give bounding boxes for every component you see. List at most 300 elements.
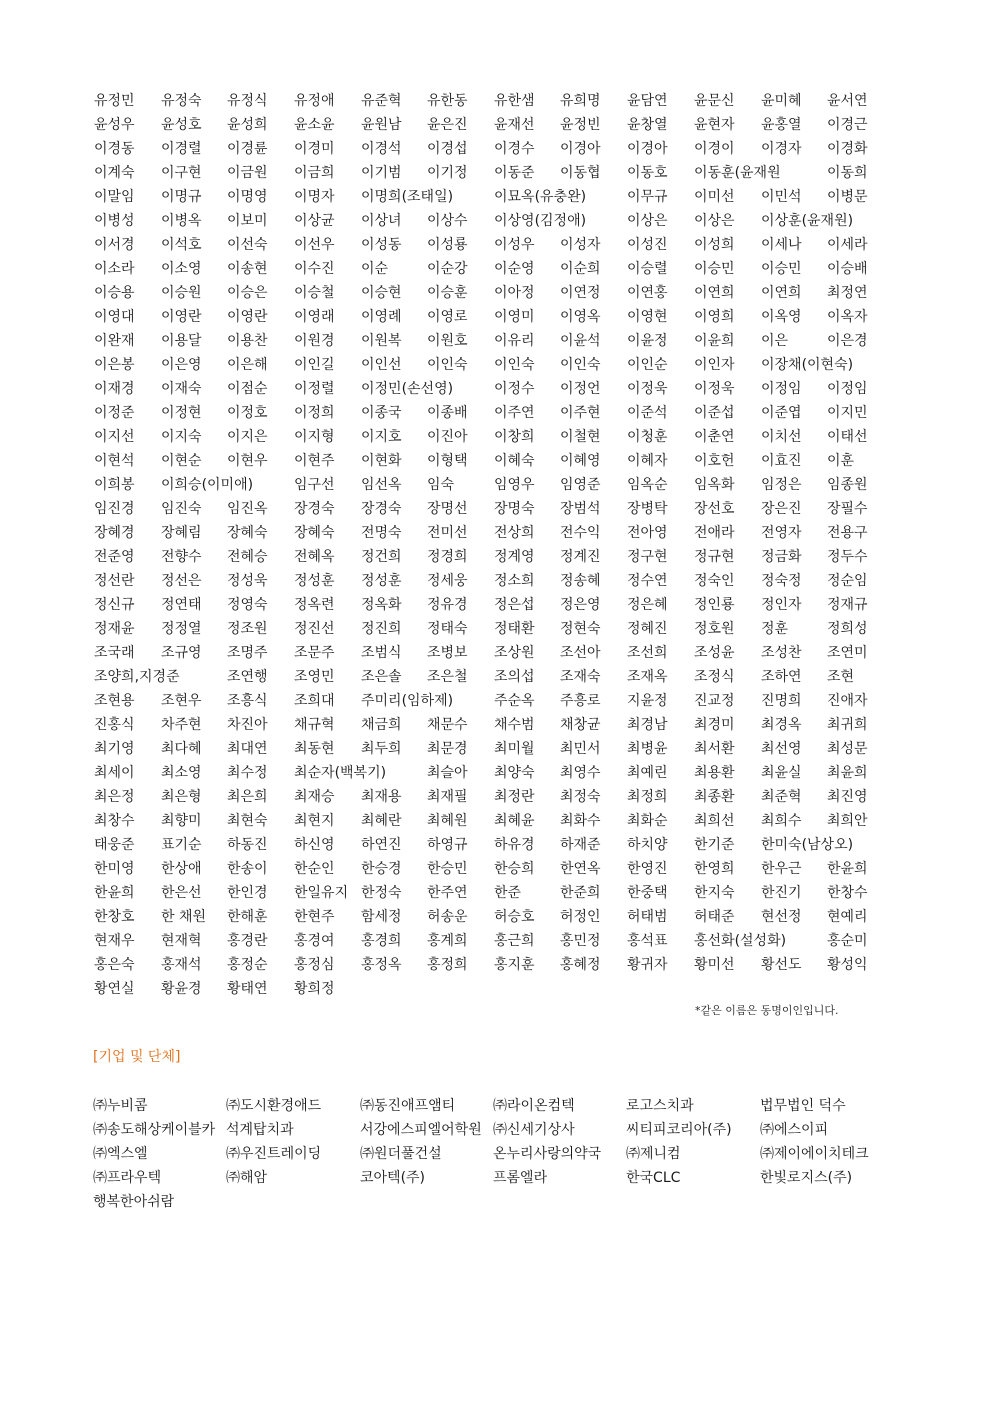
donor-name: 이기범 — [361, 165, 402, 181]
donor-name: 이기정 — [427, 165, 468, 181]
donor-name: 이정욱 — [627, 381, 668, 397]
corporation-name: ㈜프라우텍 — [93, 1170, 162, 1186]
donor-name: 채수범 — [494, 717, 535, 733]
donor-name: 유희명 — [560, 93, 601, 109]
donor-name: 이서경 — [94, 237, 135, 253]
donor-name: 이성우 — [494, 237, 535, 253]
donor-name: 홍선화(설성화) — [694, 933, 787, 949]
donor-name: 조상원 — [494, 645, 535, 661]
donor-name: 황윤경 — [161, 981, 202, 997]
donor-name: 이경섭 — [427, 141, 468, 157]
donor-name: 전용구 — [827, 525, 868, 541]
donor-name: 정성훈 — [294, 573, 335, 589]
corporation-name: 로고스치과 — [626, 1098, 694, 1114]
donor-name: 조성윤 — [694, 645, 735, 661]
donor-name: 이현순 — [161, 453, 202, 469]
donor-name: 이경륜 — [227, 141, 268, 157]
donor-name: 조정식 — [694, 669, 735, 685]
donor-name: 채문수 — [427, 717, 468, 733]
donor-name: 최민서 — [560, 741, 601, 757]
donor-name: 장혜경 — [94, 525, 135, 541]
donor-name: 장혜숙 — [227, 525, 268, 541]
donor-name: 임진경 — [94, 501, 135, 517]
donor-name: 이명규 — [161, 189, 202, 205]
donor-name: 허정인 — [560, 909, 601, 925]
donor-name: 최경미 — [694, 717, 735, 733]
corporation-name: ㈜제니컴 — [626, 1146, 681, 1162]
donor-name: 주순옥 — [494, 693, 535, 709]
donor-name: 이창희 — [494, 429, 535, 445]
donor-name: 전상희 — [494, 525, 535, 541]
corporation-name: 서강에스피엘어학원 — [360, 1122, 482, 1138]
donor-name: 이치선 — [761, 429, 802, 445]
donor-name: 한윤희 — [94, 885, 135, 901]
donor-name: 하치양 — [627, 837, 668, 853]
name-row — [94, 761, 884, 785]
donor-name: 이지선 — [94, 429, 135, 445]
donor-name: 최혜란 — [361, 813, 402, 829]
donor-name: 이종국 — [361, 405, 402, 421]
donor-name: 한창수 — [827, 885, 868, 901]
corporation-name: ㈜신세기상사 — [493, 1122, 575, 1138]
donor-name: 황희정 — [294, 981, 335, 997]
donor-name: 한우근 — [761, 861, 802, 877]
donor-name: 주흥로 — [560, 693, 601, 709]
donor-name: 한인경 — [227, 885, 268, 901]
donor-name: 윤성희 — [227, 117, 268, 133]
donor-name: 최정희 — [627, 789, 668, 805]
donor-name: 하영규 — [427, 837, 468, 853]
donor-name: 한 채원 — [161, 909, 207, 925]
donor-name: 이영희 — [694, 309, 735, 325]
donor-name: 이인순 — [627, 357, 668, 373]
donor-name: 조성찬 — [761, 645, 802, 661]
donor-name: 한영진 — [627, 861, 668, 877]
donor-name: 진홍식 — [94, 717, 135, 733]
donor-name: 홍민정 — [560, 933, 601, 949]
donor-name: 황귀자 — [627, 957, 668, 973]
donor-name: 이승현 — [361, 285, 402, 301]
donor-name: 이영란 — [227, 309, 268, 325]
donor-name: 이정임 — [761, 381, 802, 397]
donor-name: 채금희 — [361, 717, 402, 733]
name-row — [94, 305, 884, 329]
donor-name: 임구선 — [294, 477, 335, 493]
donor-name: 이명영 — [227, 189, 268, 205]
donor-name: 황선도 — [761, 957, 802, 973]
corporation-name: ㈜원더풀건설 — [360, 1146, 442, 1162]
donor-name: 정호원 — [694, 621, 735, 637]
donor-name: 임영우 — [494, 477, 535, 493]
donor-name: 전명숙 — [361, 525, 402, 541]
donor-name: 이재경 — [94, 381, 135, 397]
donor-name: 이정현 — [161, 405, 202, 421]
donor-name: 최윤실 — [761, 765, 802, 781]
donor-name: 한정숙 — [361, 885, 402, 901]
donor-name: 이정렬 — [294, 381, 335, 397]
donor-name: 한미영 — [94, 861, 135, 877]
name-row — [94, 137, 884, 161]
donor-name: 이청훈 — [627, 429, 668, 445]
donor-name: 전미선 — [427, 525, 468, 541]
donor-name: 장명숙 — [494, 501, 535, 517]
donor-name: 조흥식 — [227, 693, 268, 709]
name-row — [94, 569, 884, 593]
donor-name: 황미선 — [694, 957, 735, 973]
donor-name: 이인숙 — [427, 357, 468, 373]
donor-name: 정구현 — [627, 549, 668, 565]
donor-name: 조규영 — [161, 645, 202, 661]
donor-name: 이윤석 — [560, 333, 601, 349]
donor-name: 이연희 — [761, 285, 802, 301]
donor-name: 한중택 — [627, 885, 668, 901]
name-row — [94, 713, 884, 737]
donor-name: 이금원 — [227, 165, 268, 181]
donor-name: 최예린 — [627, 765, 668, 781]
corporation-name: 코아텍(주) — [360, 1170, 426, 1186]
donor-name: 진교정 — [694, 693, 735, 709]
donor-name: 유정민 — [94, 93, 135, 109]
donor-name: 윤소윤 — [294, 117, 335, 133]
donor-name: 이명희(조태일) — [361, 189, 454, 205]
donor-name: 이정수 — [494, 381, 535, 397]
donor-name: 전아영 — [627, 525, 668, 541]
donor-name: 정선란 — [94, 573, 135, 589]
donor-name: 진애자 — [827, 693, 868, 709]
donor-name: 이승렬 — [627, 261, 668, 277]
donor-name: 최은희 — [227, 789, 268, 805]
donor-name: 장혜림 — [161, 525, 202, 541]
donor-name: 이상은 — [627, 213, 668, 229]
donor-name: 이원복 — [361, 333, 402, 349]
name-row — [94, 401, 884, 425]
donor-name: 임진숙 — [161, 501, 202, 517]
name-row — [94, 89, 884, 113]
donor-name: 이인선 — [361, 357, 402, 373]
donor-name: 조문주 — [294, 645, 335, 661]
corporation-name: ㈜라이온컴텍 — [493, 1098, 575, 1114]
donor-name: 홍은숙 — [94, 957, 135, 973]
donor-name: 이성동 — [361, 237, 402, 253]
corporation-name: ㈜우진트레이딩 — [226, 1146, 322, 1162]
donor-name: 하재준 — [560, 837, 601, 853]
donor-name: 최영수 — [560, 765, 601, 781]
donor-name: 유한샘 — [494, 93, 535, 109]
donor-name: 최혜원 — [427, 813, 468, 829]
name-row — [94, 257, 884, 281]
donor-name: 정조원 — [227, 621, 268, 637]
donor-name: 정순임 — [827, 573, 868, 589]
donor-name: 최용환 — [694, 765, 735, 781]
donor-name: 최다혜 — [161, 741, 202, 757]
donor-name: 정수연 — [627, 573, 668, 589]
donor-name: 허태범 — [627, 909, 668, 925]
donor-name: 주미리(임하제) — [361, 693, 454, 709]
donor-name-list — [94, 89, 884, 1001]
donor-name: 이태선 — [827, 429, 868, 445]
donor-name: 이현주 — [294, 453, 335, 469]
donor-name: 정세웅 — [427, 573, 468, 589]
donor-name: 윤홍열 — [761, 117, 802, 133]
name-row — [94, 473, 884, 497]
donor-name: 최재용 — [361, 789, 402, 805]
donor-name: 이영란 — [161, 309, 202, 325]
donor-name: 최창수 — [94, 813, 135, 829]
donor-name: 최귀희 — [827, 717, 868, 733]
donor-name: 홍계희 — [427, 933, 468, 949]
donor-name: 이옥영 — [761, 309, 802, 325]
donor-name: 정희성 — [827, 621, 868, 637]
donor-name: 한진기 — [761, 885, 802, 901]
name-row — [94, 425, 884, 449]
name-row — [94, 161, 884, 185]
donor-name: 홍정희 — [427, 957, 468, 973]
donor-name: 유정숙 — [161, 93, 202, 109]
donor-name: 이장채(이현숙) — [761, 357, 854, 373]
donor-name: 정금화 — [761, 549, 802, 565]
donor-name: 이영미 — [494, 309, 535, 325]
donor-name: 이경수 — [494, 141, 535, 157]
donor-name: 이지은 — [227, 429, 268, 445]
donor-name: 이영례 — [361, 309, 402, 325]
donor-name: 하동진 — [227, 837, 268, 853]
donor-name: 최현숙 — [227, 813, 268, 829]
donor-name: 이용달 — [161, 333, 202, 349]
donor-name: 이말임 — [94, 189, 135, 205]
corporation-name: 한빛로지스(주) — [760, 1170, 853, 1186]
donor-name: 이은봉 — [94, 357, 135, 373]
donor-name: 한상애 — [161, 861, 202, 877]
donor-name: 이상수 — [427, 213, 468, 229]
donor-name: 임옥순 — [627, 477, 668, 493]
donor-name: 이상녀 — [361, 213, 402, 229]
corporation-row — [93, 1166, 883, 1190]
donor-name: 한해훈 — [227, 909, 268, 925]
donor-name: 이옥자 — [827, 309, 868, 325]
donor-name: 정유경 — [427, 597, 468, 613]
donor-name: 채규혁 — [294, 717, 335, 733]
donor-name: 이완재 — [94, 333, 135, 349]
donor-name: 최양숙 — [494, 765, 535, 781]
name-row — [94, 497, 884, 521]
donor-name: 이혜영 — [560, 453, 601, 469]
donor-name: 이훈 — [827, 453, 855, 469]
donor-name: 이경이 — [694, 141, 735, 157]
donor-name: 이성희 — [694, 237, 735, 253]
donor-name: 이지호 — [361, 429, 402, 445]
donor-name: 이희승(이미애) — [161, 477, 254, 493]
donor-name: 정태숙 — [427, 621, 468, 637]
donor-name: 이연홍 — [627, 285, 668, 301]
donor-name: 정은영 — [560, 597, 601, 613]
donor-name: 이형택 — [427, 453, 468, 469]
donor-name: 윤현자 — [694, 117, 735, 133]
donor-name: 정은섭 — [494, 597, 535, 613]
donor-name: 최준혁 — [761, 789, 802, 805]
name-row — [94, 449, 884, 473]
donor-name: 현예리 — [827, 909, 868, 925]
donor-name: 이영로 — [427, 309, 468, 325]
donor-name: 정건희 — [361, 549, 402, 565]
donor-name: 이준엽 — [761, 405, 802, 421]
donor-name: 이윤정 — [627, 333, 668, 349]
corporations-heading: [기업 및 단체] — [93, 1049, 181, 1065]
donor-name: 정태환 — [494, 621, 535, 637]
name-row — [94, 905, 884, 929]
donor-name: 장선호 — [694, 501, 735, 517]
donor-name: 이인숙 — [560, 357, 601, 373]
donor-name: 최희안 — [827, 813, 868, 829]
donor-name: 최선영 — [761, 741, 802, 757]
corporation-row — [93, 1118, 883, 1142]
donor-name: 이보미 — [227, 213, 268, 229]
donor-name: 이송현 — [227, 261, 268, 277]
donor-name: 이준석 — [627, 405, 668, 421]
donor-name: 현재우 — [94, 933, 135, 949]
donor-name: 조은솔 — [361, 669, 402, 685]
donor-name: 이인길 — [294, 357, 335, 373]
corporation-row — [93, 1190, 883, 1214]
donor-name: 홍석표 — [627, 933, 668, 949]
donor-name: 하유경 — [494, 837, 535, 853]
donor-name: 최서환 — [694, 741, 735, 757]
donor-name: 조범식 — [361, 645, 402, 661]
donor-name: 이지형 — [294, 429, 335, 445]
donor-name: 이승민 — [761, 261, 802, 277]
donor-name: 이순희 — [560, 261, 601, 277]
donor-name: 홍지훈 — [494, 957, 535, 973]
donor-name: 윤원남 — [361, 117, 402, 133]
donor-name: 황성익 — [827, 957, 868, 973]
donor-name: 이원경 — [294, 333, 335, 349]
donor-name: 현재혁 — [161, 933, 202, 949]
donor-name: 최희선 — [694, 813, 735, 829]
donor-name: 이동협 — [560, 165, 601, 181]
donor-name: 정숙인 — [694, 573, 735, 589]
donor-name: 한송이 — [227, 861, 268, 877]
donor-name: 정정열 — [161, 621, 202, 637]
name-row — [94, 113, 884, 137]
name-row — [94, 641, 884, 665]
donor-name: 이병옥 — [161, 213, 202, 229]
donor-name: 이순강 — [427, 261, 468, 277]
donor-name: 윤은진 — [427, 117, 468, 133]
donor-name: 조영민 — [294, 669, 335, 685]
donor-name: 이세나 — [761, 237, 802, 253]
donor-name: 정두수 — [827, 549, 868, 565]
donor-name: 장범석 — [560, 501, 601, 517]
name-row — [94, 545, 884, 569]
donor-name: 정현숙 — [560, 621, 601, 637]
corporation-name: ㈜엑스엘 — [93, 1146, 148, 1162]
donor-name: 이철현 — [560, 429, 601, 445]
donor-name: 전준영 — [94, 549, 135, 565]
donor-name: 정옥화 — [361, 597, 402, 613]
donor-name: 정영숙 — [227, 597, 268, 613]
donor-name: 한승희 — [494, 861, 535, 877]
donor-name: 정숙정 — [761, 573, 802, 589]
donor-name: 한미숙(남상오) — [761, 837, 854, 853]
donor-name: 조은철 — [427, 669, 468, 685]
donor-name: 이동훈(윤재원 — [694, 165, 781, 181]
donor-name: 조병보 — [427, 645, 468, 661]
donor-name: 정진선 — [294, 621, 335, 637]
donor-name: 최순자(백복기) — [294, 765, 387, 781]
donor-name: 이재숙 — [161, 381, 202, 397]
donor-name: 이호헌 — [694, 453, 735, 469]
donor-name: 임진옥 — [227, 501, 268, 517]
donor-name: 이성진 — [627, 237, 668, 253]
donor-name: 정인룡 — [694, 597, 735, 613]
donor-name: 이선우 — [294, 237, 335, 253]
name-row — [94, 209, 884, 233]
donor-name: 조하연 — [761, 669, 802, 685]
name-row — [94, 953, 884, 977]
donor-name: 이현우 — [227, 453, 268, 469]
donor-name: 황연실 — [94, 981, 135, 997]
donor-name: 정선은 — [161, 573, 202, 589]
donor-name: 이주연 — [494, 405, 535, 421]
donor-name: 한창호 — [94, 909, 135, 925]
donor-name: 홍재석 — [161, 957, 202, 973]
donor-name: 이동준 — [494, 165, 535, 181]
name-row — [94, 233, 884, 257]
donor-name: 조선아 — [560, 645, 601, 661]
donor-name: 차진아 — [227, 717, 268, 733]
donor-name: 정옥련 — [294, 597, 335, 613]
donor-name: 최경옥 — [761, 717, 802, 733]
donor-name: 이경아 — [560, 141, 601, 157]
donor-name: 최정란 — [494, 789, 535, 805]
donor-name: 전혜옥 — [294, 549, 335, 565]
donor-name: 이병문 — [827, 189, 868, 205]
donor-name: 이명자 — [294, 189, 335, 205]
donor-name: 한준희 — [560, 885, 601, 901]
donor-name: 이준섭 — [694, 405, 735, 421]
donor-name: 최진영 — [827, 789, 868, 805]
donor-name: 윤정빈 — [560, 117, 601, 133]
corporation-name: 씨티피코리아(주) — [626, 1122, 732, 1138]
donor-name: 한일유지 — [294, 885, 349, 901]
donor-name: 지윤정 — [627, 693, 668, 709]
donor-name: 이희봉 — [94, 477, 135, 493]
donor-name: 이연희 — [694, 285, 735, 301]
donor-name: 임영준 — [560, 477, 601, 493]
donor-name: 최혜윤 — [494, 813, 535, 829]
donor-name: 한지숙 — [694, 885, 735, 901]
donor-name: 정계영 — [494, 549, 535, 565]
donor-name: 정은혜 — [627, 597, 668, 613]
donor-name: 장경숙 — [294, 501, 335, 517]
donor-name: 이순 — [361, 261, 389, 277]
donor-name: 이무규 — [627, 189, 668, 205]
donor-name: 이경렬 — [161, 141, 202, 157]
donor-name: 조재옥 — [627, 669, 668, 685]
donor-name: 이동희 — [827, 165, 868, 181]
donor-name: 이경자 — [761, 141, 802, 157]
donor-name: 전애라 — [694, 525, 735, 541]
donor-name: 이혜자 — [627, 453, 668, 469]
donor-name: 유정애 — [294, 93, 335, 109]
donor-name: 최향미 — [161, 813, 202, 829]
donor-name: 조희대 — [294, 693, 335, 709]
name-row — [94, 737, 884, 761]
corporation-name: 프롬엘라 — [493, 1170, 548, 1186]
donor-name: 이경미 — [294, 141, 335, 157]
donor-name: 장경숙 — [361, 501, 402, 517]
donor-name: 최병윤 — [627, 741, 668, 757]
donor-name: 이현석 — [94, 453, 135, 469]
